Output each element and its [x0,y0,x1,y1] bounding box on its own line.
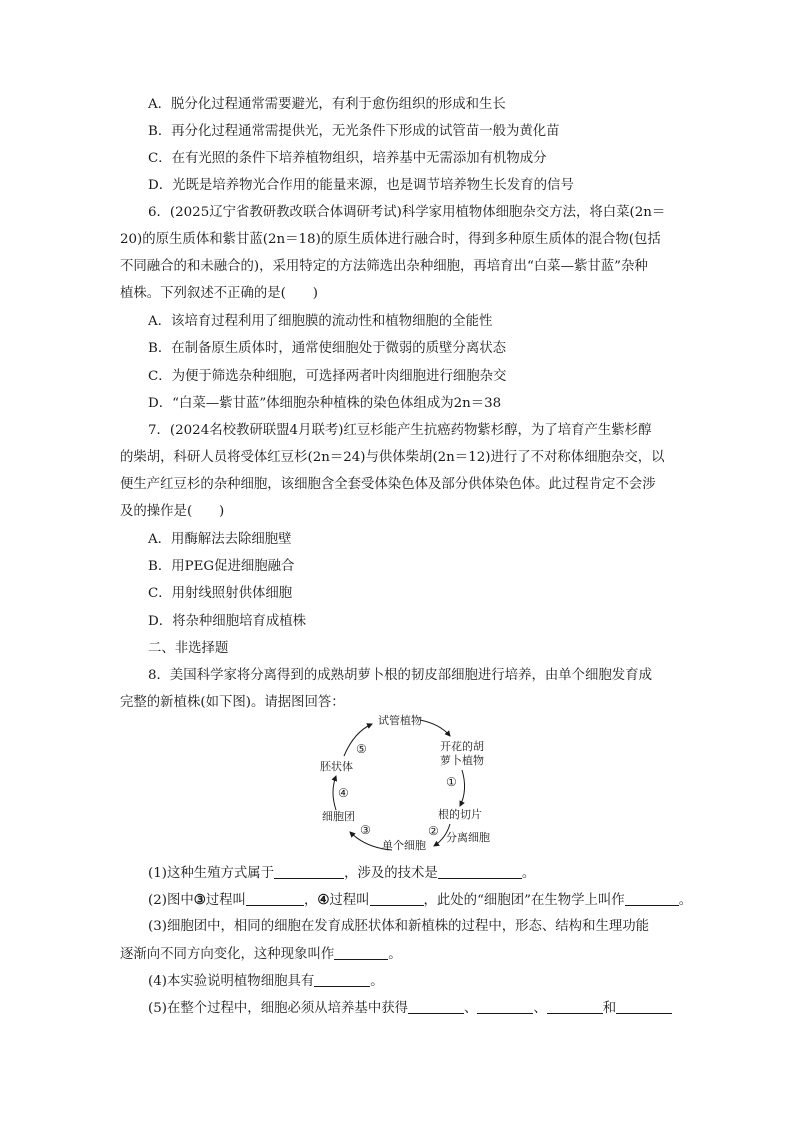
q8-part5-sep-1: 、 [464,1001,478,1016]
step-5-label: ⑤ [356,742,367,756]
q8-part1-text-c: 。 [521,866,536,881]
q8-part3-line1: (3)细胞团中，相同的细胞在发育成胚状体和新植株的过程中，形态、结构和生理功能 [148,919,650,934]
q6-stem-line3: 不同融合的和未融合的)，采用特定的方法筛选出杂种细胞，再培育出“白菜—紫甘蓝”杂种 [120,259,648,274]
q8-stem-line2: 完整的新植株(如下图)。请据图回答： [120,695,345,710]
q6-option-c: C．为便于筛选杂种细胞，可选择两者叶肉细胞进行细胞杂交 [148,369,507,384]
q5-option-c: C．在有光照的条件下培养植物组织，培养基中无需添加有机物成分 [148,151,547,166]
q6-option-a: A．该培育过程利用了细胞膜的流动性和植物细胞的全能性 [148,314,493,329]
q8-stem-line1: 8．美国科学家将分离得到的成熟胡萝卜根的韧皮部细胞进行培养，由单个细胞发育成 [148,668,652,683]
node-single-cell: 单个细胞 [382,839,426,852]
q8-part2-text-d: 过程叫 [329,893,370,908]
q6-option-b: B．在制备原生质体时，通常使细胞处于微弱的质壁分离状态 [148,341,506,356]
q8-part5-blank-1[interactable] [408,999,464,1014]
q8-part1-blank-1[interactable] [274,864,344,879]
q8-part1-blank-2[interactable] [438,864,522,879]
step-3-label: ③ [360,823,371,837]
q5-option-b: B．再分化过程通常需提供光，无光条件下形成的试管苗一般为黄化苗 [148,124,560,139]
q8-part2-text-b: 过程叫 [205,893,246,908]
node-root-slice: 根的切片 [438,808,482,821]
node-separate-cells: 分离细胞 [446,831,490,844]
q8-part2-text-e: ，此处的“细胞团”在生物学上叫作 [423,893,625,908]
q8-part2-step4-mark: ④ [317,892,330,908]
q8-part2-text-a: (2)图中 [148,893,194,908]
q8-part2-text-f: 。 [678,893,693,908]
plant-tissue-culture-cycle-diagram [300,712,530,862]
node-flowering-carrot-line2: 萝卜植物 [440,754,484,767]
q8-part3-text-a: 逐渐向不同方向变化，这种现象叫作 [120,947,335,962]
q7-option-a: A．用酶解法去除细胞壁 [148,532,292,547]
q6-option-d: D．“白菜—紫甘蓝”体细胞杂种植株的染色体组成为2n＝38 [148,396,502,411]
q7-stem-line2: 的柴胡，科研人员将受体红豆杉(2n＝24)与供体柴胡(2n＝12)进行了不对称体细胞杂交，以 [120,450,665,465]
q8-part1-text-a: (1)这种生殖方式属于 [148,866,275,881]
q8-part2 [148,891,692,910]
q7-stem-line4: 及的操作是( ) [120,504,225,519]
q8-part2-blank-3[interactable] [625,891,679,906]
q7-stem-line1: 7．(2024名校教研联盟4月联考)红豆杉能产生抗癌药物紫杉醇，为了培育产生紫杉醇 [148,423,652,438]
q5-option-a: A．脱分化过程通常需要避光，有利于愈伤组织的形成和生长 [148,97,506,112]
q8-part4 [148,972,384,991]
q6-stem-line1: 6．(2025辽宁省教研教改联合体调研考试)科学家用植物体细胞杂交方法，将白菜(2n＝ [148,205,666,220]
q8-part1-text-b: ，涉及的技术是 [344,866,438,881]
q8-part4-blank[interactable] [314,972,370,987]
step-2-label: ② [428,824,439,838]
q8-part5-blank-3[interactable] [547,999,603,1014]
q8-part5-blank-4[interactable] [616,999,672,1014]
q8-part1 [148,864,535,883]
q8-part2-blank-2[interactable] [370,891,424,906]
q6-stem-line4: 植株。下列叙述不正确的是( ) [120,286,318,301]
q8-part4-text-b: 。 [370,974,384,989]
q8-part5-text-a: (5)在整个过程中，细胞必须从培养基中获得 [148,1001,408,1016]
q8-part2-step3-mark: ③ [193,892,206,908]
q8-part5-sep-2: 、 [533,1001,547,1016]
q7-option-d: D．将杂种细胞培育成植株 [148,614,307,629]
step-1-label: ① [446,775,457,789]
node-flowering-carrot-line1: 开花的胡 [440,740,484,753]
q8-part2-blank-1[interactable] [246,891,304,906]
q8-part3-blank[interactable] [334,945,388,960]
node-cell-cluster: 细胞团 [322,810,355,823]
q8-part5-and: 和 [602,1001,617,1016]
q7-option-b: B．用PEG促进细胞融合 [148,559,295,574]
q7-option-c: C．用射线照射供体细胞 [148,586,293,601]
q5-option-d: D．光既是培养物光合作用的能量来源，也是调节培养物生长发育的信号 [148,178,574,193]
q8-part3-text-b: 。 [388,947,402,962]
q8-part5 [148,999,672,1018]
node-test-tube-plant: 试管植物 [378,714,422,727]
q8-part5-blank-2[interactable] [477,999,533,1014]
node-embryoid: 胚状体 [320,760,353,773]
section-heading: 二、非选择题 [148,641,229,656]
q8-part3-line2 [120,945,402,964]
q8-part4-text-a: (4)本实验说明植物细胞具有 [148,974,315,989]
step-4-label: ④ [338,786,349,800]
q7-stem-line3: 便生产红豆杉的杂种细胞，该细胞含全套受体染色体及部分供体染色体。此过程肯定不会涉 [120,477,656,492]
q8-part2-text-c: ， [303,893,318,908]
q6-stem-line2: 20)的原生质体和紫甘蓝(2n＝18)的原生质体进行融合时，得到多种原生质体的混合物(包括 [120,232,661,247]
